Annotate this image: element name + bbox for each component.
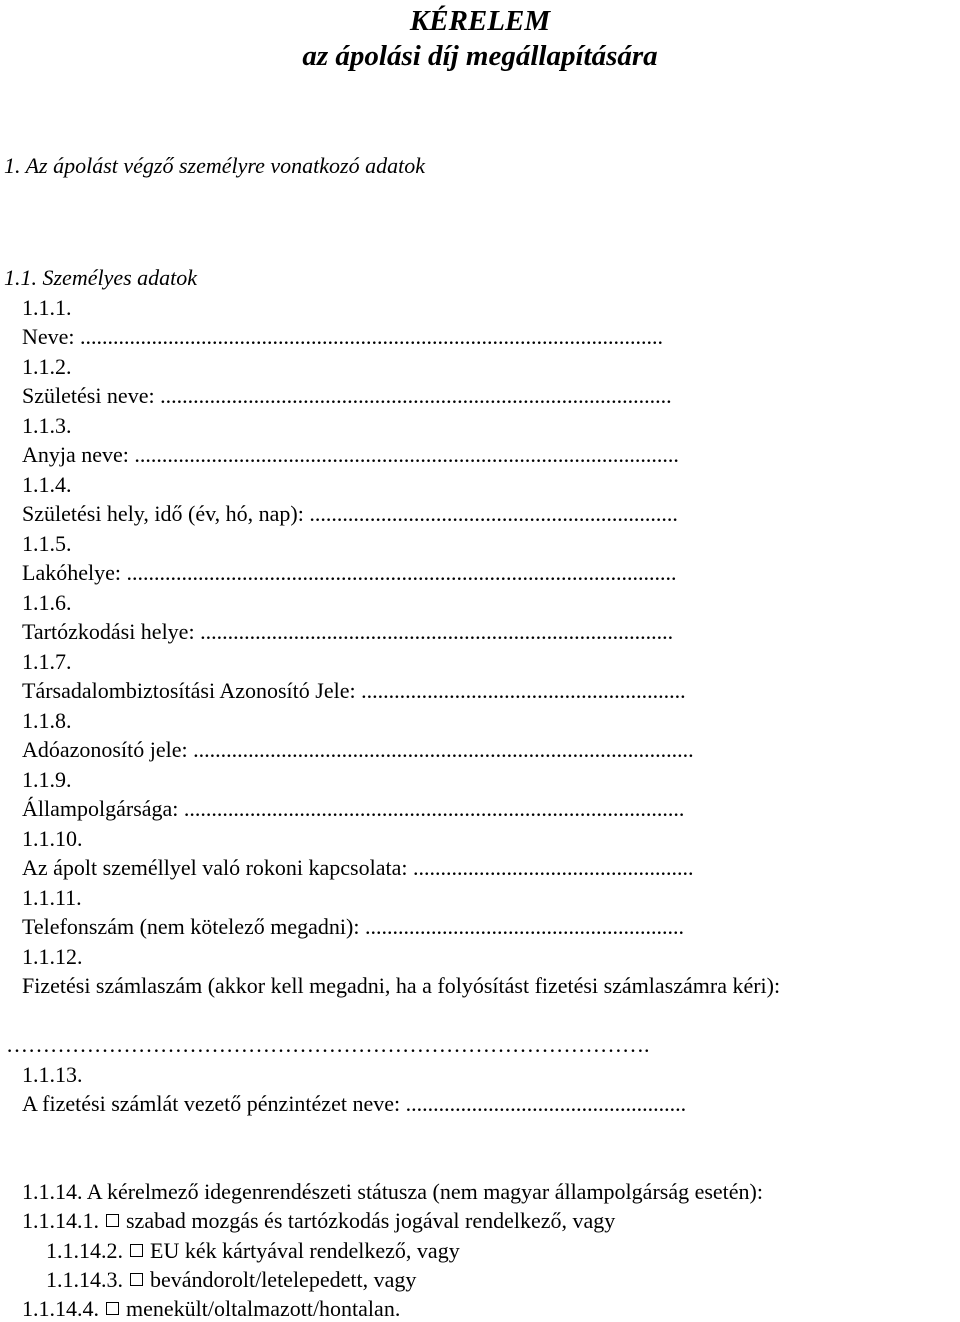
- field-bank-name[interactable]: A fizetési számlát vezető pénzintézet neve: ...................................................: [22, 1091, 687, 1116]
- field-number: 1.1.9.: [22, 767, 72, 792]
- option-label: szabad mozgás és tartózkodás jogával rendelkező, vagy: [126, 1208, 616, 1233]
- field-social-security-number[interactable]: Társadalombiztosítási Azonosító Jele: ...........................................................: [22, 678, 686, 703]
- status-option[interactable]: [22, 1296, 400, 1322]
- status-option[interactable]: [22, 1208, 615, 1234]
- account-number-input[interactable]: …………………………………………………………………………….: [6, 1032, 650, 1057]
- field-relationship[interactable]: Az ápolt személlyel való rokoni kapcsolata: ...................................................: [22, 855, 694, 880]
- field-number: 1.1.1.: [22, 295, 72, 320]
- checkbox[interactable]: [130, 1244, 143, 1257]
- status-option[interactable]: [46, 1238, 460, 1264]
- field-place-of-stay[interactable]: Tartózkodási helye: ......................................................................................: [22, 619, 674, 644]
- option-number: 1.1.14.3.: [46, 1267, 123, 1292]
- option-number: 1.1.14.1.: [22, 1208, 99, 1233]
- field-number: 1.1.8.: [22, 708, 72, 733]
- field-name[interactable]: Neve: ..........................................................................................................: [22, 324, 664, 349]
- field-residence[interactable]: Lakóhelye: ....................................................................................................: [22, 560, 677, 585]
- status-heading: 1.1.14. A kérelmező idegenrendészeti státusza (nem magyar állampolgárság esetén):: [22, 1179, 763, 1204]
- field-number: 1.1.5.: [22, 531, 72, 556]
- field-number: 1.1.11.: [22, 885, 82, 910]
- checkbox[interactable]: [106, 1302, 119, 1315]
- field-account-number-label: Fizetési számlaszám (akkor kell megadni, ha a folyósítást fizetési számlaszámra kéri):: [22, 973, 781, 998]
- field-phone[interactable]: Telefonszám (nem kötelező megadni): ..........................................................: [22, 914, 684, 939]
- subsection-heading: 1.1. Személyes adatok: [4, 265, 198, 290]
- field-number: 1.1.4.: [22, 472, 72, 497]
- field-number: 1.1.2.: [22, 354, 72, 379]
- field-mothers-name[interactable]: Anyja neve: ...................................................................................................: [22, 442, 679, 467]
- option-label: menekült/oltalmazott/hontalan.: [126, 1296, 401, 1321]
- status-option[interactable]: [46, 1267, 416, 1293]
- field-birth-name[interactable]: Születési neve: .............................................................................................: [22, 383, 672, 408]
- field-number: 1.1.6.: [22, 590, 72, 615]
- option-number: 1.1.14.2.: [46, 1238, 123, 1263]
- field-birth-place-date[interactable]: Születési hely, idő (év, hó, nap): ...................................................................: [22, 501, 678, 526]
- checkbox[interactable]: [130, 1273, 143, 1286]
- field-number: 1.1.10.: [22, 826, 83, 851]
- document-subtitle: az ápolási díj megállapítására: [302, 40, 658, 72]
- section-heading: 1. Az ápolást végző személyre vonatkozó adatok: [4, 153, 425, 178]
- option-label: bevándorolt/letelepedett, vagy: [150, 1267, 417, 1292]
- field-citizenship[interactable]: Állampolgársága: ...........................................................................................: [22, 796, 685, 821]
- field-tax-id[interactable]: Adóazonosító jele: ...........................................................................................: [22, 737, 694, 762]
- field-number: 1.1.12.: [22, 944, 83, 969]
- field-number: 1.1.7.: [22, 649, 72, 674]
- field-number: 1.1.3.: [22, 413, 72, 438]
- option-number: 1.1.14.4.: [22, 1296, 99, 1321]
- document-title: KÉRELEM: [409, 5, 551, 37]
- option-label: EU kék kártyával rendelkező, vagy: [150, 1238, 460, 1263]
- checkbox[interactable]: [106, 1214, 119, 1227]
- field-number: 1.1.13.: [22, 1062, 83, 1087]
